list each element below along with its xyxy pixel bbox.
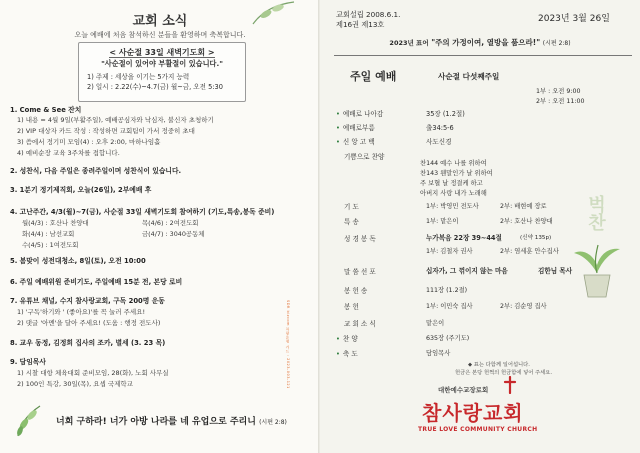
service-time: 1부 : 오전 9:00 [536,88,581,95]
bottom-banner: 너희 구하라! 너가 아방 나라를 네 유업으로 주리니 (시편 2:8) [56,417,287,427]
order-value: 35장 (1.2절) [426,110,465,118]
order-value: 1부: 이민숙 집사 [426,303,473,310]
news-section-heading: 4. 고난주간, 4/3(월)~7(금), 사순절 33일 새벽기도회 참여하기 (기도,특송,봉독 준비) [10,208,275,216]
order-value: 1부: 박영민 전도사 [426,203,479,210]
order-label: 봉 헌 송 [344,287,368,295]
dawn-prayer-box [78,42,246,102]
church-cross-icon [503,376,517,394]
news-line: 월(4/3) : 호산나 찬양대 [22,219,89,227]
news-line: 2) 댓글 '아멘'을 달아 주세요! (도움 : 행정 전도사) [17,319,161,327]
issue-number: 제16권 제13호 [336,20,385,29]
order-value: 2부: 배현예 장로 [500,203,547,210]
order-value: 1부: 맡은이 [426,218,459,225]
order-value: 2부: 김순영 집사 [500,303,547,310]
order-value: 635장 (주기도) [426,335,470,342]
news-title: 교회 소식 [132,14,188,29]
order-label: • 축 도 [336,350,358,358]
order-label: 기쁨으로 찬양 [344,153,385,161]
side-printer-text: SDR bizcom 차량운행 카드 : 2023-003-121 [286,300,290,389]
order-value: 2부: 염세훈 안수집사 [500,248,559,255]
order-label: • 찬 양 [336,335,358,343]
news-line: 2) 100인 특강, 30일(목), 요셉 국제학교 [17,380,133,388]
welcome-text: 오늘 예배에 처음 참석하신 분들을 환영하며 축복합니다. [74,31,246,39]
news-line: 1) 시찰 대항 체육대회 준비모임, 28(화), 노회 사무실 [17,369,169,377]
bulletin-date: 2023년 3월 26일 [538,14,610,24]
church-english-name: TRUE LOVE COMMUNITY CHURCH [418,426,538,433]
hymn-line: 주 보혈 날 정결케 하고 [420,180,483,187]
plant-pot-icon [570,243,624,301]
hymn-line: 찬144 예수 나를 위하여 [420,160,487,167]
denomination-label: 대한예수교장로회 [438,386,489,394]
year-motto: 2023년 표어 "주의 가정이여, 열방을 품으라!" (시편 2:8) [389,38,571,47]
hymn-line: 아버지 사랑 내가 노래해 [420,190,487,197]
news-line: 2) VIP 대상자 카드 작성 : 작성하면 교회팀이 가서 정중히 초대 [17,127,195,135]
news-line: 4) 예비순장 교육 3주차를 접합니다. [17,149,120,157]
order-label: • 예배로 나아감 [336,110,384,118]
news-section-heading: 6. 주일 예배위원 준비기도, 주일예배 15분 전, 본당 로비 [10,278,183,286]
service-subtitle: 사순절 다섯째주일 [438,72,500,81]
established-date: 교회설립 2008.6.1. [336,10,401,19]
sermon-title: 십자가, 그 꺾이지 않는 마음 [426,267,508,275]
leaf-decoration-icon [10,402,50,438]
note-line: 헌금은 본당 헌쩍의 헌금함에 넣어 주세요. [455,370,553,376]
news-section-heading: 9. 담임목사 [10,358,46,366]
news-line: 목(4/6) : 2여전도회 [142,219,199,227]
order-value: 맡은이 [426,320,445,327]
news-line: 3) 씀에서 정기미 모임(4) : 오후 2:00, 마하나임홀 [17,138,161,146]
hymn-line: 찬143 웬말인가 날 위하여 [420,170,493,177]
box-line: 1) 주제 : 세상을 이기는 5가지 능력 [87,73,190,81]
box-line: 2) 일시 : 2.22(수)~4.7(금) 월~금, 오전 5:30 [87,83,223,91]
order-label: • 예배로부름 [336,124,375,132]
right-page [320,0,640,453]
news-line: 화(4/4) : 남선교회 [22,230,75,238]
news-section-heading: 1. Come & See 잔치 [10,106,82,114]
note-line: ◆ 표는 다함께 일어섭니다. [468,362,530,368]
news-line: 수(4/5) : 1여전도회 [22,241,79,249]
order-label: • 신 앙 고 백 [336,138,375,146]
order-value: 담임목사 [426,350,451,357]
news-section-heading: 7. 유튜브 채널, 수지 참사랑교회, 구독 200명 운동 [10,297,165,305]
order-label: 교 회 소 식 [344,320,376,328]
order-value: 111장 (1.2절) [426,287,468,294]
news-line: 금(4/7) : 3040공동체 [142,230,205,238]
scripture-reading: 누가복음 22장 39~44절 [426,234,502,242]
order-value: 1부: 김철자 권사 [426,248,473,255]
news-line: 1) '구독'하기와 ' (좋아요)'를 꼭 눌러 주세요! [17,308,146,316]
order-value: 출34:5-6 [426,124,454,132]
box-subtitle: "사순절이 있어야 부활절이 있습니다." [101,59,223,68]
news-section-heading: 2. 성찬식, 다음 주일은 종려주일이며 성찬식이 있습니다. [10,167,182,175]
news-section-heading: 5. 봄맞이 성전대청소, 8일(토), 오전 10:00 [10,257,146,265]
box-title: < 사순절 33일 새벽기도회 > [109,48,215,57]
service-title: 주일 예배 [350,70,397,83]
news-line: 1) 내용 = 4월 9일(부활주일), 예배공심자와 낙심자, 불신자 초청하기 [17,116,214,124]
divider [334,55,632,56]
order-value: 2부: 호산나 찬양대 [500,218,553,225]
order-label: 성 경 봉 독 [344,235,376,243]
watermark-text: 벅찬 [585,195,606,231]
order-value: 사도신경 [426,138,452,146]
order-label: 말 씀 선 포 [344,268,376,276]
preacher: 김한님 목사 [538,267,573,275]
church-logo: 참사랑교회 [422,401,524,425]
order-label: 기 도 [344,203,359,211]
news-section-heading: 8. 교우 동정, 김정희 집사의 조카, 별세 (3. 23 목) [10,339,166,347]
news-section-heading: 3. 1분기 정기제직회, 오늘(26일), 2부예배 후 [10,186,152,194]
service-time: 2부 : 오전 11:00 [536,98,585,105]
order-label: 특 송 [344,218,359,226]
order-label: 봉 헌 [344,303,359,311]
scripture-page: (신약 135p) [520,235,552,241]
